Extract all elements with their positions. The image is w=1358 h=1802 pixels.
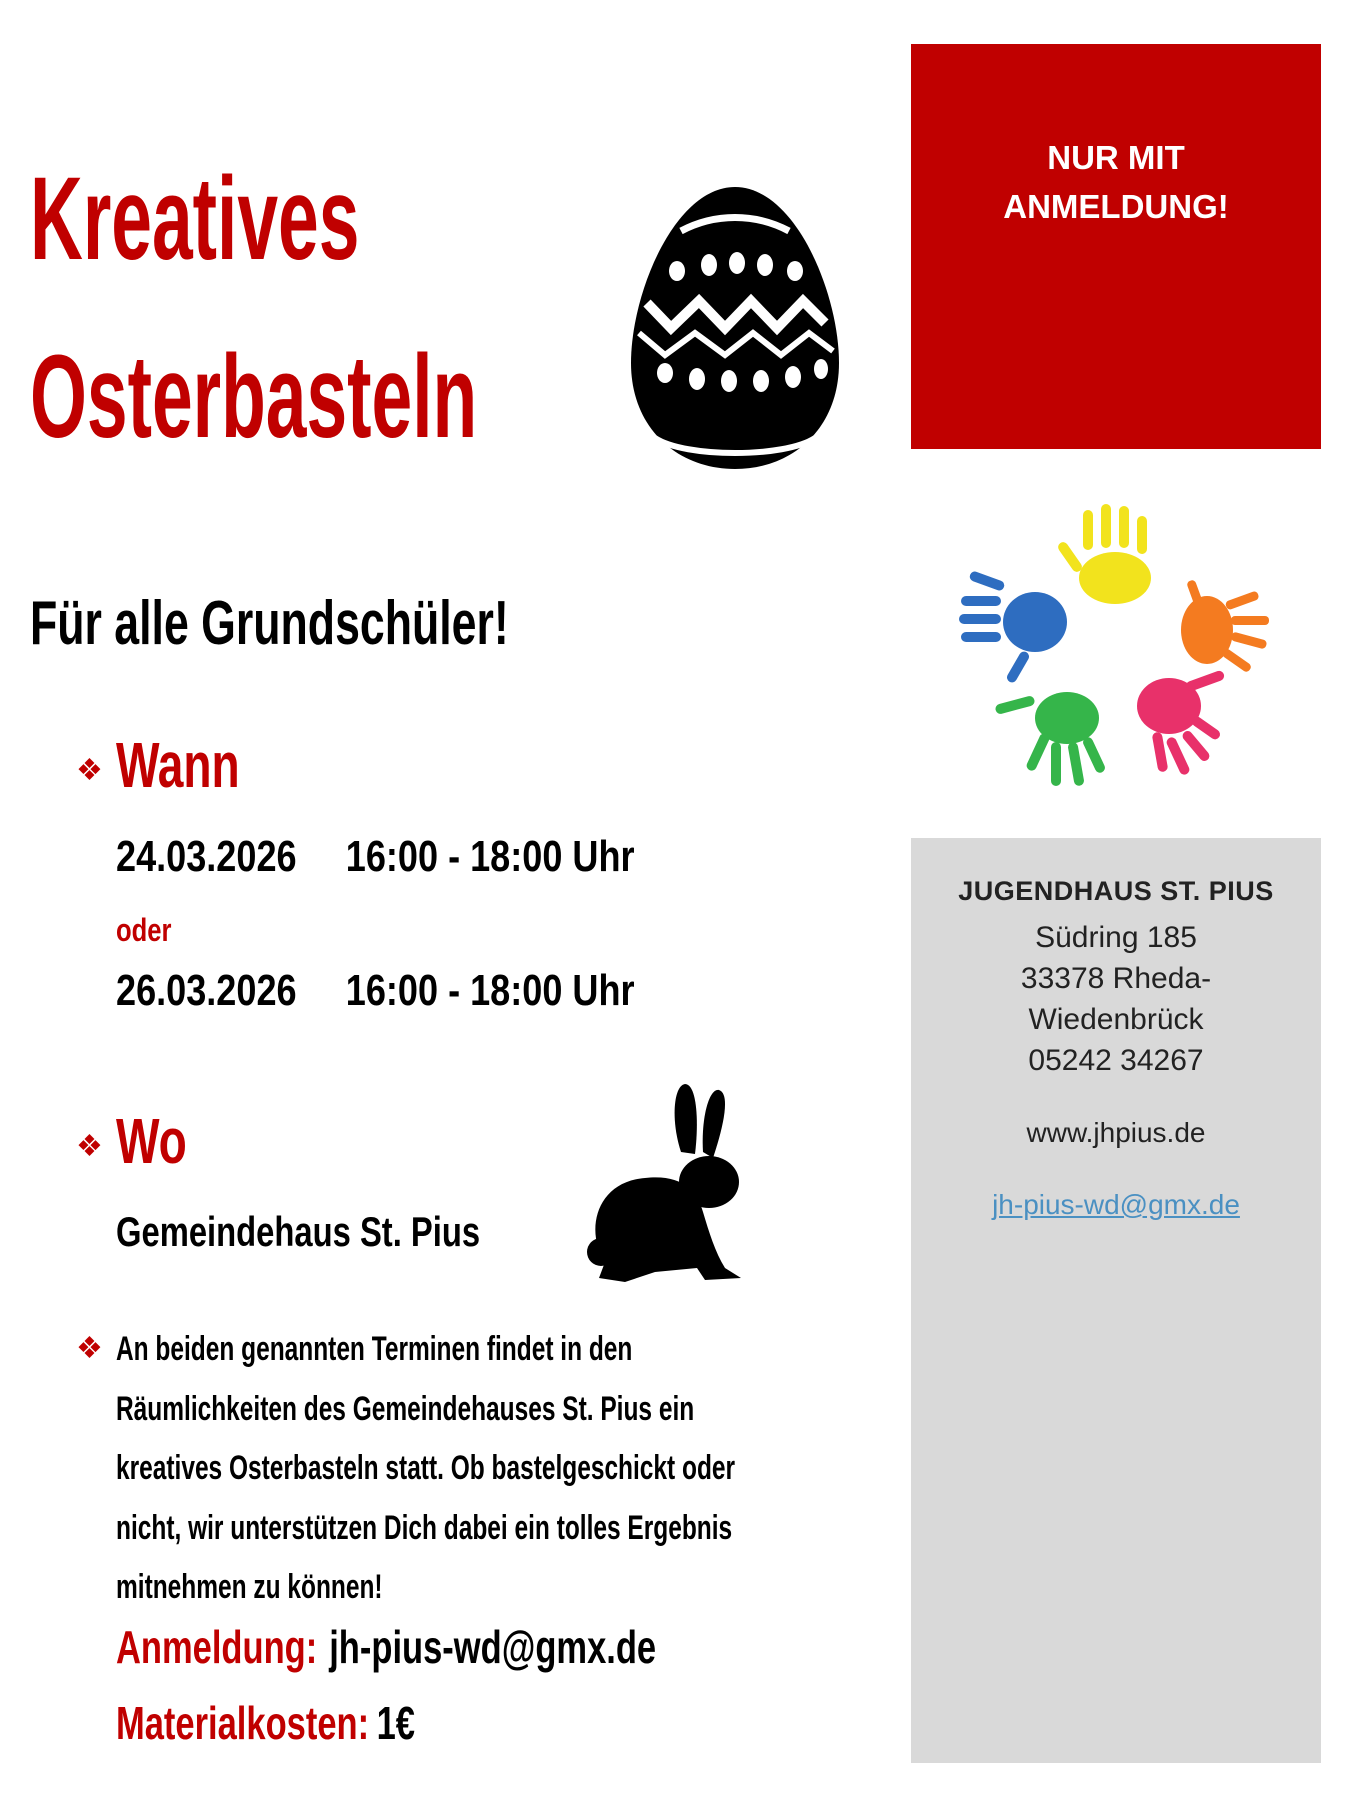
registration-line xyxy=(116,1620,656,1674)
contact-phone: 05242 34267 xyxy=(1028,1044,1204,1077)
bullet-icon: ❖ xyxy=(76,754,103,787)
event-description: An beiden genannten Terminen findet in den Räumlichkeiten des Gemeindehauses St. Pius ein kreatives Osterbasteln statt. Ob bastelgeschickt oder nicht, wir unterstützen Dich dabei ein tolles Ergebnis mitnehmen zu können! xyxy=(116,1330,736,1606)
date-1: 24.03.2026 xyxy=(116,832,297,881)
subtitle: Für alle Grundschüler! xyxy=(30,589,509,658)
time-2: 16:00 - 18:00 Uhr xyxy=(345,966,635,1015)
time-1: 16:00 - 18:00 Uhr xyxy=(345,832,635,881)
rabbit-icon xyxy=(585,1082,765,1287)
title-line-2: Osterbasteln xyxy=(30,331,478,463)
registration-required-badge xyxy=(911,44,1321,449)
date-row-1 xyxy=(116,832,635,882)
material-cost-line xyxy=(116,1696,415,1750)
contact-email-link[interactable]: jh-pius-wd@gmx.de xyxy=(992,1189,1240,1220)
easter-egg-icon xyxy=(625,183,845,473)
contact-street: Südring 185 xyxy=(1035,921,1197,954)
badge-text: NUR MIT ANMELDUNG! xyxy=(1003,138,1229,225)
contact-panel xyxy=(911,838,1321,1763)
when-heading: Wann xyxy=(116,729,240,801)
registration-email: jh-pius-wd@gmx.de xyxy=(329,1621,657,1673)
contact-org: JUGENDHAUS ST. PIUS xyxy=(958,876,1274,906)
colorful-handprints-icon xyxy=(955,500,1275,800)
contact-city: 33378 Rheda-Wiedenbrück xyxy=(1020,962,1212,1036)
bullet-icon: ❖ xyxy=(76,1332,103,1365)
title-line-1: Kreatives xyxy=(30,153,360,285)
material-cost-value: 1€ xyxy=(376,1697,415,1749)
bullet-icon: ❖ xyxy=(76,1130,103,1163)
date-separator: oder xyxy=(116,912,172,948)
date-row-2 xyxy=(116,966,635,1016)
where-heading: Wo xyxy=(116,1105,187,1177)
material-cost-label: Materialkosten: xyxy=(116,1697,370,1749)
date-2: 26.03.2026 xyxy=(116,966,297,1015)
registration-label: Anmeldung: xyxy=(116,1621,318,1673)
contact-website-link[interactable]: www.jhpius.de xyxy=(1026,1117,1206,1148)
place-name: Gemeindehaus St. Pius xyxy=(116,1208,481,1255)
